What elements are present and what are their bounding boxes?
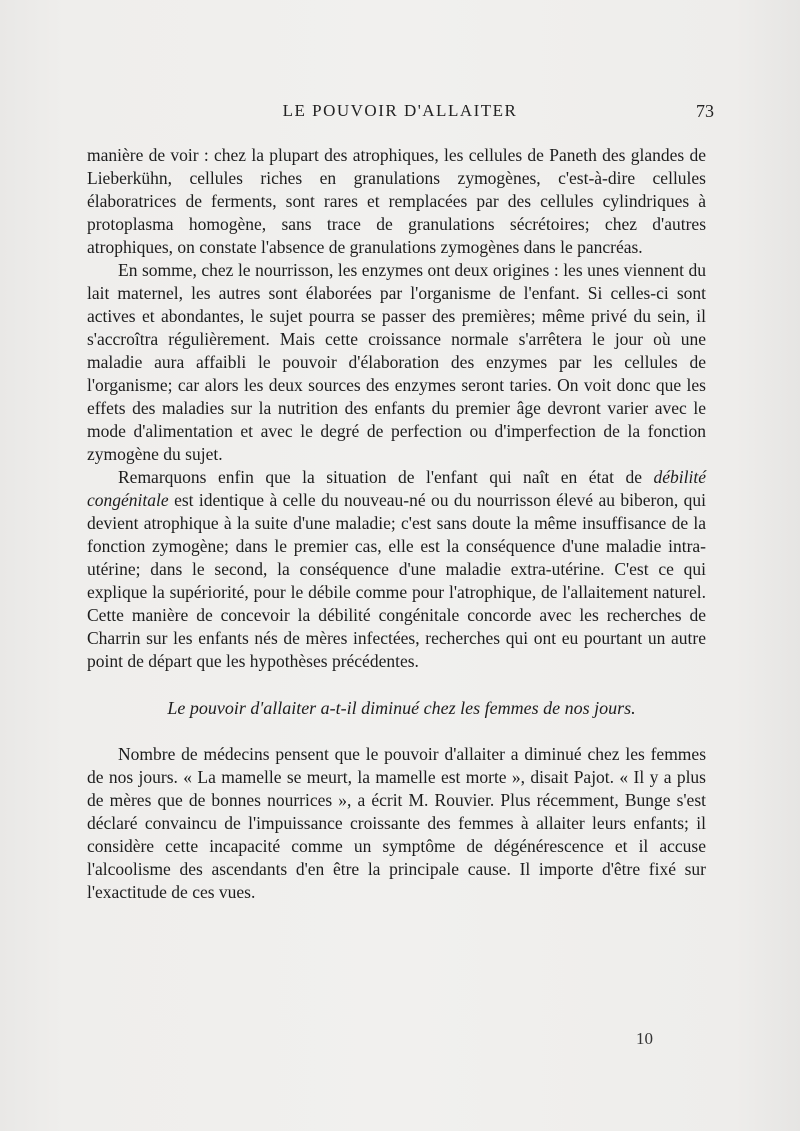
signature-mark: 10 [636,1029,653,1048]
paragraph-continued: manière de voir : chez la plupart des atrophiques, les cellules de Paneth des glandes de Lieberkühn, cellules riches en granulations zymogènes, c'est-à-dire cellules élaboratrices de ferments, sont rares et remplacées par des cellules cylindriques à protoplasma homogène, sans trace de granulations sécrétoires; chez d'autres atrophiques, on constate l'absence de granulations zymogènes dans le pancréas. [87,145,706,257]
paragraph-enzymes: En somme, chez le nourrisson, les enzymes ont deux origines : les unes viennent du lait maternel, les autres sont élaborées par l'organisme de l'enfant. Si celles-ci sont actives et abondantes, le sujet pourra se passer des premières; même privé du sein, il s'accroîtra régulièrement. Mais cette croissance normale s'arrêtera le jour où une maladie aura affaibli le pouvoir d'élaboration des enzymes par les cellules de l'organisme; car alors les deux sources des enzymes seront taries. On voit donc que les effets des maladies sur la nutrition des enfants du premier âge devront varier avec le mode d'alimentation et avec le degré de perfection ou d'imperfection de la fonction zymogène du sujet. [87,260,706,464]
paragraph-debilite-italic-term: débilité congénitale [87,467,706,510]
section-heading: Le pouvoir d'allaiter a-t-il diminué chez les femmes de nos jours. [167,698,636,718]
main-text [87,144,706,904]
page-number: 73 [696,101,714,121]
running-title: LE POUVOIR D'ALLAITER [282,101,518,120]
paragraph-pouvoir: Nombre de médecins pensent que le pouvoir d'allaiter a diminué chez les femmes de nos jours. « La mamelle se meurt, la mamelle est morte », disait Pajot. « Il y a plus de mères que de bonnes nourrices », a écrit M. Rouvier. Plus récemment, Bunge s'est déclaré convaincu de l'impuissance croissante des femmes à allaiter leurs enfants; il considère cette incapacité comme un symptôme de dégénérescence et il accuse l'alcoolisme des ascendants d'en être la principale cause. Il importe d'être fixé sur l'exactitude de ces vues. [87,744,706,902]
paragraph-debilite [87,466,706,673]
paragraph-debilite-rest: est identique à celle du nouveau-né ou du nourrisson élevé au biberon, qui devient atrophique à la suite d'une maladie; c'est sans doute la même insuffisance de la fonction zymogène; dans le premier cas, elle est la conséquence d'une maladie intra-utérine; dans le second, la conséquence d'une maladie extra-utérine. C'est ce qui explique la supériorité, pour le débile comme pour l'atrophique, de l'allaitement naturel. Cette manière de concevoir la débilité congénitale concorde avec les recherches de Charrin sur les enfants nés de mères infectées, recherches qui ont eu pourtant un autre point de départ que les hypothèses précédentes. [87,490,707,671]
paragraph-debilite-lead: Remarquons enfin que la situation de l'enfant qui naît en état de [118,467,643,487]
